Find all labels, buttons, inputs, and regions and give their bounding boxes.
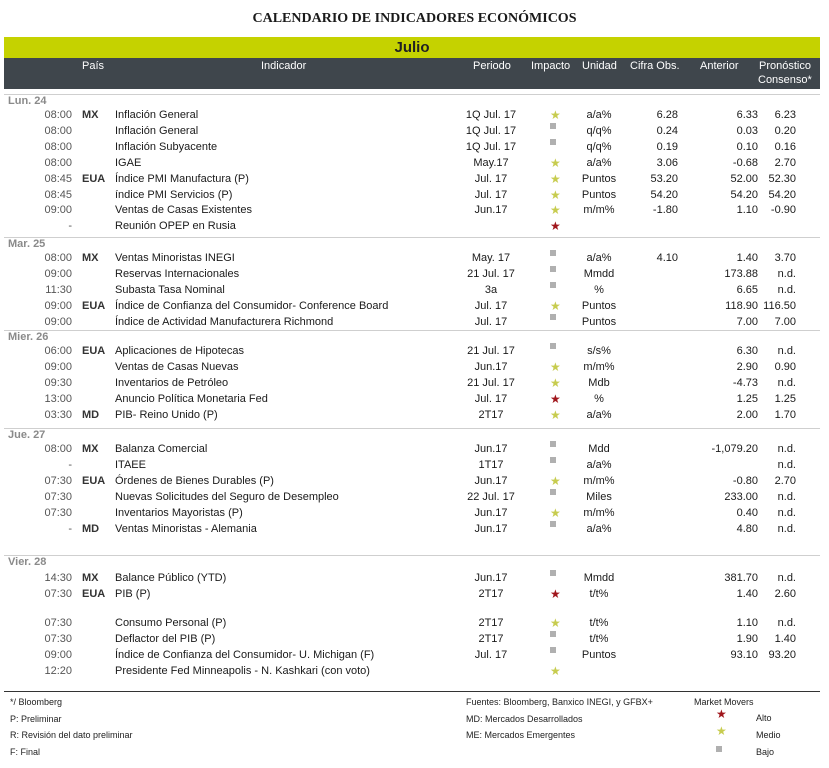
row-period: Jun.17 bbox=[474, 506, 508, 519]
row-indicator: Índice PMI Manufactura (P) bbox=[115, 172, 249, 185]
row-forecast: n.d. bbox=[777, 376, 796, 389]
row-unit: a/a% bbox=[586, 156, 612, 169]
row-observed: -1.80 bbox=[652, 204, 678, 217]
table-row bbox=[0, 155, 829, 171]
row-previous: 1.40 bbox=[736, 252, 758, 264]
row-previous: -1,079.20 bbox=[711, 443, 758, 455]
star-medium-icon: ★ bbox=[550, 171, 561, 186]
row-previous: 1.10 bbox=[736, 204, 758, 217]
row-previous: 233.00 bbox=[724, 490, 758, 503]
row-indicator: Reservas Internacionales bbox=[115, 267, 240, 280]
row-unit: t/t% bbox=[589, 587, 609, 600]
day-divider bbox=[4, 237, 820, 238]
row-unit: Mdd bbox=[588, 443, 610, 455]
table-row bbox=[0, 473, 829, 489]
square-low-icon bbox=[550, 282, 556, 288]
square-low-icon bbox=[550, 123, 556, 129]
row-time: 08:00 bbox=[44, 156, 72, 169]
star-medium-icon: ★ bbox=[550, 663, 561, 678]
source-note: Fuentes: Bloomberg, Banxico INEGI, y GFBX+ bbox=[466, 697, 653, 707]
table-row bbox=[0, 631, 829, 647]
row-indicator: Inflación Subyacente bbox=[115, 140, 218, 153]
row-forecast: n.d. bbox=[777, 443, 796, 455]
row-time: - bbox=[68, 458, 72, 471]
row-period: Jun.17 bbox=[474, 443, 508, 455]
day-divider bbox=[4, 555, 820, 556]
col-periodo: Periodo bbox=[473, 60, 511, 72]
row-unit: a/a% bbox=[586, 408, 612, 421]
row-unit: Puntos bbox=[581, 648, 617, 661]
table-row bbox=[0, 521, 829, 537]
row-indicator: Índice de Actividad Manufacturera Richmond bbox=[115, 315, 334, 328]
row-indicator: Reunión OPEP en Rusia bbox=[115, 220, 236, 233]
row-unit: Mmdd bbox=[583, 572, 615, 584]
row-country: MX bbox=[82, 443, 99, 455]
table-row bbox=[0, 123, 829, 139]
row-period: 21 Jul. 17 bbox=[467, 345, 515, 357]
legend-marker bbox=[716, 707, 727, 721]
row-time: 09:30 bbox=[44, 376, 72, 389]
row-indicator: Ventas Minoristas - Alemania bbox=[115, 522, 257, 535]
day-divider bbox=[4, 94, 820, 95]
row-previous: 0.03 bbox=[736, 124, 758, 137]
row-previous: 1.90 bbox=[736, 632, 758, 645]
table-row bbox=[0, 218, 829, 234]
table-row bbox=[0, 407, 829, 423]
row-indicator: Balanza Comercial bbox=[115, 443, 208, 455]
month-banner: Julio bbox=[4, 37, 820, 58]
legend-label: Bajo bbox=[756, 747, 775, 757]
table-row bbox=[0, 505, 829, 521]
table-row bbox=[0, 647, 829, 663]
footer-divider bbox=[4, 691, 820, 692]
day-label: Jue. 27 bbox=[8, 429, 46, 441]
row-forecast: 6.23 bbox=[774, 109, 796, 121]
row-time: 13:00 bbox=[44, 392, 72, 405]
legend-label: Alto bbox=[756, 713, 772, 723]
row-unit: Mmdd bbox=[583, 267, 615, 280]
star-medium-icon: ★ bbox=[550, 505, 561, 520]
col-anterior: Anterior bbox=[700, 60, 739, 72]
row-forecast: 2.60 bbox=[774, 587, 796, 600]
row-time: 08:00 bbox=[44, 443, 72, 455]
row-unit: % bbox=[594, 392, 604, 405]
footnote: R: Revisión del dato preliminar bbox=[10, 730, 133, 740]
row-previous: 2.90 bbox=[736, 360, 758, 373]
row-indicator: Índice de Confianza del Consumidor- U. Michigan (F) bbox=[115, 648, 375, 661]
row-indicator: Inflación General bbox=[115, 124, 199, 137]
table-row bbox=[0, 586, 829, 602]
row-unit: q/q% bbox=[586, 124, 612, 137]
col-cifra-obs: Cifra Obs. bbox=[630, 60, 680, 72]
row-observed: 0.24 bbox=[656, 124, 678, 137]
row-forecast: n.d. bbox=[777, 267, 796, 280]
row-time: 07:30 bbox=[44, 506, 72, 519]
row-unit: m/m% bbox=[583, 360, 615, 373]
star-high-icon: ★ bbox=[716, 707, 727, 721]
row-period: Jul. 17 bbox=[474, 392, 508, 405]
footnote: F: Final bbox=[10, 746, 41, 757]
row-indicator: Inventarios Mayoristas (P) bbox=[115, 506, 243, 519]
row-time: 12:20 bbox=[44, 664, 72, 677]
row-forecast: 7.00 bbox=[774, 315, 796, 328]
row-country: MD bbox=[82, 522, 100, 535]
row-indicator: PIB (P) bbox=[115, 587, 151, 600]
row-unit: t/t% bbox=[589, 616, 609, 629]
row-unit: m/m% bbox=[583, 474, 615, 487]
row-unit: Puntos bbox=[581, 315, 617, 328]
row-time: 03:30 bbox=[44, 408, 72, 421]
row-time: 09:00 bbox=[44, 267, 72, 280]
row-indicator: Inflación General bbox=[115, 109, 199, 121]
star-medium-icon: ★ bbox=[550, 155, 561, 170]
star-high-icon: ★ bbox=[550, 586, 561, 601]
square-low-icon bbox=[550, 521, 556, 527]
square-low-icon bbox=[550, 314, 556, 320]
square-low-icon bbox=[550, 489, 556, 495]
table-row bbox=[0, 250, 829, 266]
row-previous: 1.10 bbox=[736, 616, 758, 629]
row-country: EUA bbox=[82, 474, 106, 487]
row-country: MX bbox=[82, 252, 99, 264]
day-label: Vier. 28 bbox=[8, 556, 47, 568]
row-indicator: Anuncio Política Monetaria Fed bbox=[115, 392, 268, 405]
row-forecast: n.d. bbox=[777, 506, 796, 519]
row-unit: s/s% bbox=[587, 345, 611, 357]
row-indicator: Aplicaciones de Hipotecas bbox=[115, 345, 245, 357]
table-row bbox=[0, 441, 829, 457]
row-time: 08:45 bbox=[44, 188, 72, 201]
row-forecast: 93.20 bbox=[768, 648, 796, 661]
row-time: - bbox=[68, 220, 72, 233]
row-previous: 6.65 bbox=[736, 283, 758, 296]
row-period: Jul. 17 bbox=[474, 188, 508, 201]
star-medium-icon: ★ bbox=[550, 359, 561, 374]
row-previous: 0.10 bbox=[736, 140, 758, 153]
row-forecast: -0.90 bbox=[770, 204, 796, 217]
row-forecast: n.d. bbox=[777, 572, 796, 584]
row-period: May.17 bbox=[473, 156, 509, 169]
row-indicator: Ventas de Casas Nuevas bbox=[115, 360, 239, 373]
row-period: 1Q Jul. 17 bbox=[465, 140, 517, 153]
star-medium-icon: ★ bbox=[550, 615, 561, 630]
row-time: 07:30 bbox=[44, 616, 72, 629]
table-row bbox=[0, 391, 829, 407]
row-time: 09:00 bbox=[44, 360, 72, 373]
row-previous: 54.20 bbox=[730, 188, 758, 201]
row-forecast: n.d. bbox=[777, 458, 796, 471]
row-period: 1T17 bbox=[478, 458, 504, 471]
row-period: 1Q Jul. 17 bbox=[465, 109, 517, 121]
row-indicator: IGAE bbox=[115, 156, 142, 169]
row-previous: 52.00 bbox=[730, 172, 758, 185]
row-previous: 4.80 bbox=[736, 522, 758, 535]
footnote: P: Preliminar bbox=[10, 713, 62, 724]
row-previous: -4.73 bbox=[732, 376, 758, 389]
table-row bbox=[0, 570, 829, 586]
row-time: 09:00 bbox=[44, 315, 72, 328]
row-forecast: 2.70 bbox=[774, 474, 796, 487]
square-low-icon bbox=[550, 139, 556, 145]
row-time: - bbox=[68, 522, 72, 535]
star-medium-icon: ★ bbox=[550, 407, 561, 422]
row-indicator: Subasta Tasa Nominal bbox=[115, 283, 225, 296]
row-forecast: 0.16 bbox=[774, 140, 796, 153]
row-period: Jun.17 bbox=[474, 360, 508, 373]
col-impacto: Impacto bbox=[531, 60, 571, 72]
row-forecast: n.d. bbox=[777, 345, 796, 357]
row-forecast: n.d. bbox=[777, 283, 796, 296]
table-row bbox=[0, 202, 829, 218]
row-period: Jul. 17 bbox=[474, 648, 508, 661]
row-forecast: n.d. bbox=[777, 490, 796, 503]
row-period: 21 Jul. 17 bbox=[467, 376, 515, 389]
row-time: 08:00 bbox=[44, 252, 72, 264]
row-period: 2T17 bbox=[478, 616, 504, 629]
star-medium-icon: ★ bbox=[550, 203, 561, 218]
row-unit: % bbox=[594, 283, 604, 296]
table-row bbox=[0, 457, 829, 473]
row-forecast: n.d. bbox=[777, 616, 796, 629]
row-time: 07:30 bbox=[44, 587, 72, 600]
row-time: 08:00 bbox=[44, 109, 72, 121]
square-low-icon bbox=[716, 746, 722, 752]
day-label: Mier. 26 bbox=[8, 331, 49, 343]
col-indicador: Indicador bbox=[261, 60, 307, 72]
row-forecast: 1.70 bbox=[774, 408, 796, 421]
row-period: Jul. 17 bbox=[474, 172, 508, 185]
table-row bbox=[0, 107, 829, 123]
row-observed: 0.19 bbox=[656, 140, 678, 153]
day-label: Lun. 24 bbox=[8, 95, 47, 107]
row-indicator: Inventarios de Petróleo bbox=[115, 376, 229, 389]
table-header bbox=[4, 58, 820, 89]
star-medium-icon: ★ bbox=[716, 724, 727, 738]
row-time: 07:30 bbox=[44, 632, 72, 645]
table-row bbox=[0, 375, 829, 391]
row-unit: Mdb bbox=[588, 376, 610, 389]
row-indicator: Deflactor del PIB (P) bbox=[115, 632, 216, 645]
day-divider bbox=[4, 330, 820, 331]
row-period: May. 17 bbox=[471, 252, 511, 264]
row-previous: 2.00 bbox=[736, 408, 758, 421]
row-time: 08:00 bbox=[44, 140, 72, 153]
legend-marker bbox=[716, 741, 722, 755]
row-indicator: Balance Público (YTD) bbox=[115, 572, 227, 584]
source-note: ME: Mercados Emergentes bbox=[466, 730, 576, 740]
source-note: MD: Mercados Desarrollados bbox=[466, 713, 583, 724]
row-unit: Puntos bbox=[581, 299, 617, 312]
row-forecast: 116.50 bbox=[763, 299, 796, 312]
row-previous: 93.10 bbox=[730, 648, 758, 661]
row-time: 07:30 bbox=[44, 490, 72, 503]
row-indicator: Índice de Confianza del Consumidor- Conference Board bbox=[115, 299, 389, 312]
row-country: MD bbox=[82, 408, 100, 421]
row-previous: 6.30 bbox=[736, 345, 758, 357]
row-indicator: Nuevas Solicitudes del Seguro de Desempleo bbox=[115, 490, 339, 503]
row-unit: m/m% bbox=[583, 204, 615, 217]
row-period: 21 Jul. 17 bbox=[467, 267, 515, 280]
row-forecast: 1.25 bbox=[774, 392, 796, 405]
row-period: Jun.17 bbox=[474, 522, 508, 535]
day-label: Mar. 25 bbox=[8, 238, 46, 250]
star-medium-icon: ★ bbox=[550, 375, 561, 390]
row-forecast: 2.70 bbox=[774, 156, 796, 169]
row-time: 08:00 bbox=[44, 124, 72, 137]
row-period: 22 Jul. 17 bbox=[467, 490, 515, 503]
row-period: 1Q Jul. 17 bbox=[465, 124, 517, 137]
table-row bbox=[0, 266, 829, 282]
legend-marker bbox=[716, 724, 727, 738]
row-forecast: 52.30 bbox=[768, 172, 796, 185]
row-observed: 3.06 bbox=[656, 156, 678, 169]
row-forecast: 3.70 bbox=[774, 252, 796, 264]
star-medium-icon: ★ bbox=[550, 473, 561, 488]
row-unit: a/a% bbox=[586, 522, 612, 535]
table-row bbox=[0, 615, 829, 631]
square-low-icon bbox=[550, 647, 556, 653]
legend-label: Medio bbox=[756, 730, 781, 740]
row-forecast: n.d. bbox=[777, 522, 796, 535]
row-period: Jul. 17 bbox=[474, 315, 508, 328]
row-time: 11:30 bbox=[45, 283, 72, 296]
row-period: Jun.17 bbox=[474, 474, 508, 487]
row-unit: q/q% bbox=[586, 140, 612, 153]
row-country: EUA bbox=[82, 345, 106, 357]
table-row bbox=[0, 282, 829, 298]
row-forecast: 0.90 bbox=[774, 360, 796, 373]
star-medium-icon: ★ bbox=[550, 108, 561, 122]
row-period: Jun.17 bbox=[474, 204, 508, 217]
page-title: CALENDARIO DE INDICADORES ECONÓMICOS bbox=[252, 11, 577, 26]
row-country: EUA bbox=[82, 299, 106, 312]
row-country: MX bbox=[82, 572, 99, 584]
row-period: 3a bbox=[484, 283, 498, 296]
row-indicator: Ventas Minoristas INEGI bbox=[115, 252, 235, 264]
row-unit: a/a% bbox=[586, 109, 612, 121]
row-time: 07:30 bbox=[44, 474, 72, 487]
row-indicator: PIB- Reino Unido (P) bbox=[115, 408, 218, 421]
row-period: Jun.17 bbox=[474, 572, 508, 584]
square-low-icon bbox=[550, 441, 556, 447]
row-previous: 118.90 bbox=[725, 299, 758, 312]
square-low-icon bbox=[550, 343, 556, 349]
square-low-icon bbox=[550, 266, 556, 272]
row-period: Jul. 17 bbox=[474, 299, 508, 312]
row-country: EUA bbox=[82, 587, 106, 600]
row-time: 06:00 bbox=[44, 345, 72, 357]
row-observed: 53.20 bbox=[650, 172, 678, 185]
row-country: MX bbox=[82, 109, 99, 121]
table-row bbox=[0, 314, 829, 330]
row-previous: -0.80 bbox=[732, 474, 758, 487]
row-indicator: ITAEE bbox=[115, 458, 146, 471]
square-low-icon bbox=[550, 457, 556, 463]
row-previous: 7.00 bbox=[736, 315, 758, 328]
row-observed: 4.10 bbox=[656, 252, 678, 264]
legend-title: Market Movers bbox=[694, 697, 754, 707]
table-row bbox=[0, 489, 829, 505]
row-time: 09:00 bbox=[44, 299, 72, 312]
col-pronostico: Pronóstico bbox=[759, 60, 811, 72]
table-row bbox=[0, 139, 829, 155]
row-period: 2T17 bbox=[478, 408, 504, 421]
row-forecast: 54.20 bbox=[768, 188, 796, 201]
row-forecast: 1.40 bbox=[774, 632, 796, 645]
row-unit: t/t% bbox=[589, 632, 609, 645]
square-low-icon bbox=[550, 631, 556, 637]
row-previous: 381.70 bbox=[724, 572, 758, 584]
row-previous: -0.68 bbox=[732, 156, 758, 169]
star-medium-icon: ★ bbox=[550, 298, 561, 313]
row-country: EUA bbox=[82, 172, 106, 185]
row-unit: a/a% bbox=[586, 252, 612, 264]
table-row bbox=[0, 171, 829, 187]
row-unit: a/a% bbox=[586, 458, 612, 471]
row-time: 09:00 bbox=[44, 648, 72, 661]
row-previous: 1.25 bbox=[736, 392, 758, 405]
row-unit: m/m% bbox=[583, 506, 615, 519]
row-previous: 173.88 bbox=[724, 267, 758, 280]
row-time: 08:45 bbox=[44, 172, 72, 185]
col-consenso: Consenso* bbox=[758, 74, 812, 86]
square-low-icon bbox=[550, 250, 556, 256]
row-unit: Puntos bbox=[581, 172, 617, 185]
day-divider bbox=[4, 428, 820, 429]
table-row bbox=[0, 298, 829, 314]
table-row bbox=[0, 359, 829, 375]
row-indicator: Presidente Fed Minneapolis - N. Kashkari (con voto) bbox=[115, 664, 370, 677]
footnote: */ Bloomberg bbox=[10, 697, 63, 707]
row-period: 2T17 bbox=[478, 587, 504, 600]
row-indicator: Ventas de Casas Existentes bbox=[115, 204, 252, 217]
row-observed: 54.20 bbox=[650, 188, 678, 201]
square-low-icon bbox=[550, 570, 556, 576]
row-time: 14:30 bbox=[44, 572, 72, 584]
col-unidad: Unidad bbox=[582, 60, 617, 72]
row-unit: Miles bbox=[586, 490, 612, 503]
col-pais: País bbox=[82, 60, 105, 72]
star-high-icon: ★ bbox=[550, 219, 561, 234]
row-period: 2T17 bbox=[478, 632, 504, 645]
row-previous: 6.33 bbox=[736, 109, 758, 121]
star-medium-icon: ★ bbox=[550, 187, 561, 202]
row-unit: Puntos bbox=[581, 188, 617, 201]
star-high-icon: ★ bbox=[550, 391, 561, 406]
row-indicator: Órdenes de Bienes Durables (P) bbox=[115, 474, 274, 487]
row-time: 09:00 bbox=[44, 204, 72, 217]
table-row bbox=[0, 343, 829, 359]
table-row bbox=[0, 663, 829, 679]
row-previous: 1.40 bbox=[736, 587, 758, 600]
row-indicator: Consumo Personal (P) bbox=[115, 616, 227, 629]
row-observed: 6.28 bbox=[656, 109, 678, 121]
row-indicator: índice PMI Servicios (P) bbox=[115, 188, 233, 201]
table-row bbox=[0, 187, 829, 203]
row-previous: 0.40 bbox=[736, 506, 758, 519]
row-forecast: 0.20 bbox=[774, 124, 796, 137]
